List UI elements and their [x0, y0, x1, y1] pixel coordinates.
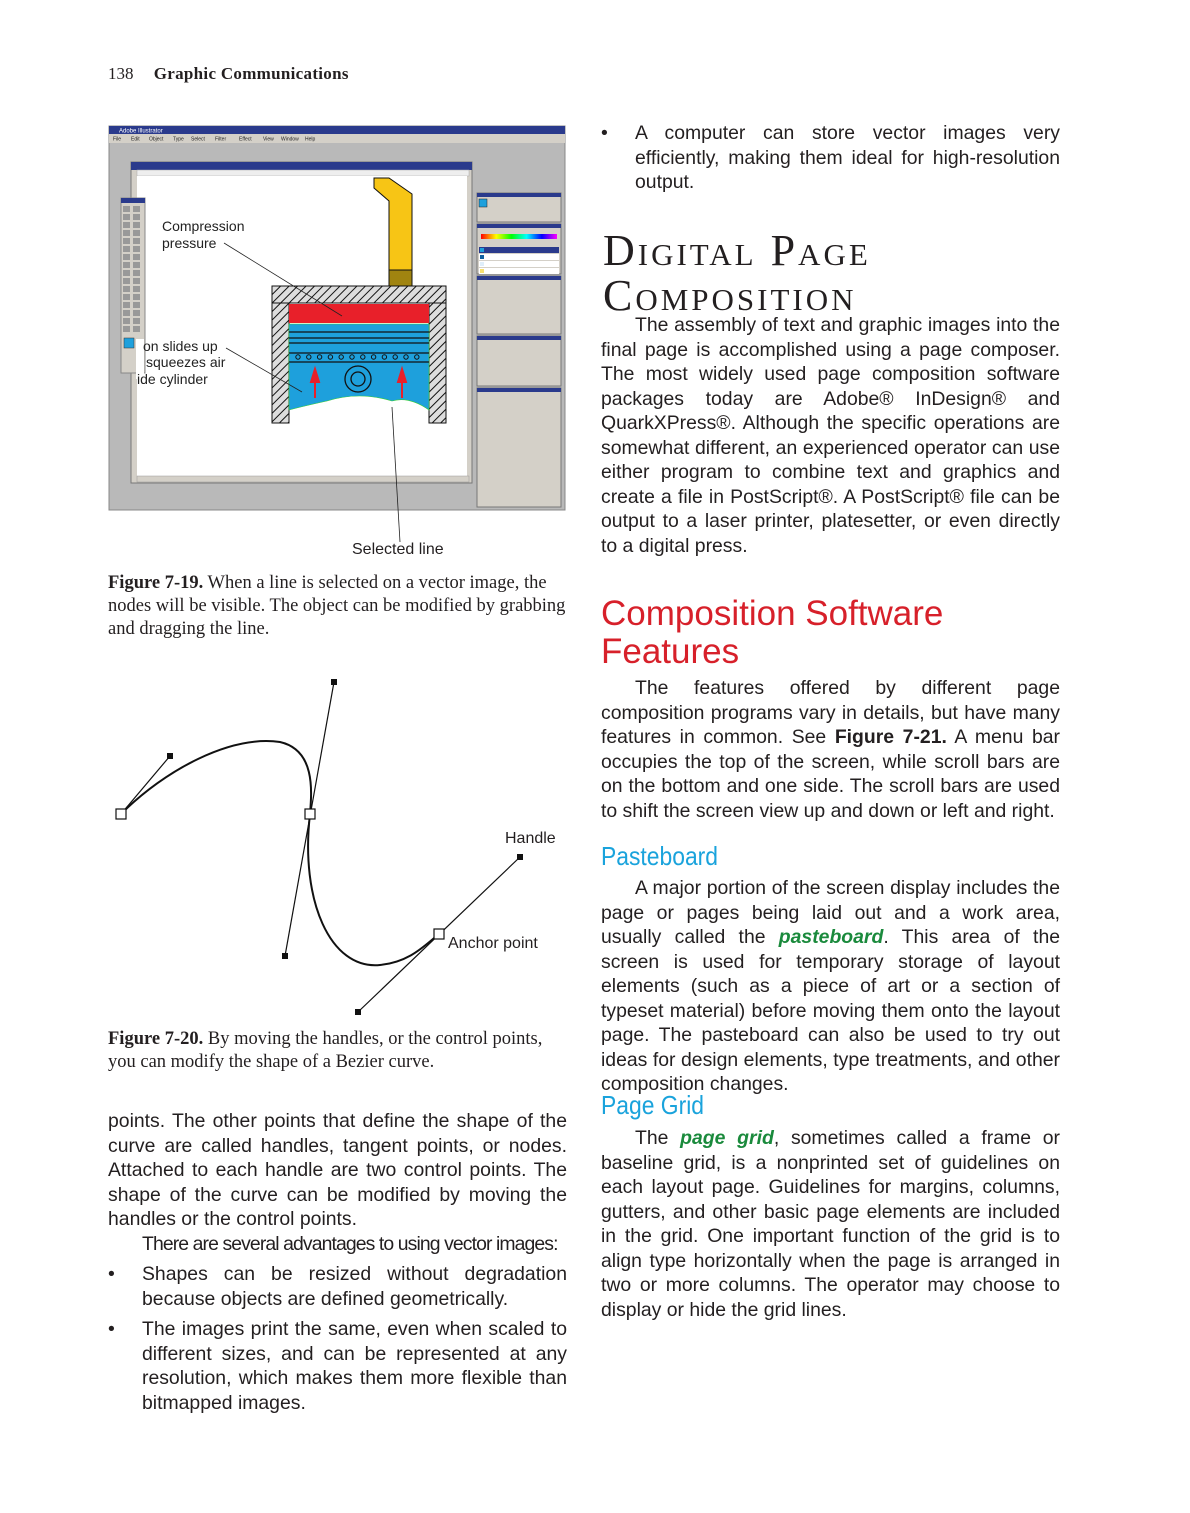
caption-text: By moving the handles, or the control points, you can modify the shape of a Bezier curve. — [108, 1029, 543, 1072]
caption-number: Figure 7-20. — [108, 1029, 204, 1049]
heading-pasteboard: Pasteboard — [601, 841, 719, 871]
key-term: page grid — [680, 1127, 774, 1149]
menu-item[interactable]: File — [113, 136, 122, 143]
caption-number: Figure 7-19. — [108, 573, 204, 593]
left-column-text — [108, 1109, 567, 1415]
heading-digital-page-composition: Digital Page Composition — [603, 226, 871, 320]
menu-item[interactable]: Edit — [131, 136, 140, 143]
handle-line — [121, 756, 170, 814]
label-piston-1: on slides up — [143, 338, 218, 354]
anchor-point — [305, 809, 315, 819]
label-piston-3: ide cylinder — [137, 371, 208, 387]
menu-item[interactable]: Window — [281, 136, 299, 143]
label-handle: Handle — [505, 830, 556, 847]
label-compression: Compression — [162, 218, 245, 234]
figure-reference: Figure 7-21. — [834, 726, 947, 748]
menu-item[interactable]: Type — [173, 136, 184, 143]
heading-page-grid: Page Grid — [601, 1090, 705, 1120]
handle-point — [282, 953, 288, 959]
paragraph: points. The other points that define the shape of the curve are called handles, tangent points, or nodes. Attached to each handle are two control points. The shape of the curve can be modified by moving the handles or the control points. — [108, 1110, 567, 1230]
bullet-item: • A computer can store vector images very efficiently, making them ideal for high-resolution output. — [601, 122, 1060, 193]
bullet-item: • Shapes can be resized without degradation because objects are defined geometrically. — [108, 1263, 567, 1310]
book-title: Graphic Communications — [153, 64, 349, 83]
paragraph: The assembly of text and graphic images into the final page is accomplished using a page composer. The most widely used page composition software packages today are Adobe® InDesign® and QuarkXPress®. Although the specific operations are somewhat different, an experienced operator can use either program to combine text and graphics and create a file in PostScript®. A PostScript® file can be output to a laser printer, platesetter, or even directly to a digital press. — [601, 314, 1060, 557]
key-term: pasteboard — [778, 926, 884, 948]
anchor-point — [116, 809, 126, 819]
figure-7-20-caption — [108, 1028, 548, 1074]
bullet-item: • The images print the same, even when scaled to different sizes, and can be represented at any resolution, which makes them more flexible than bitmapped images. — [108, 1318, 567, 1414]
menu-item[interactable]: Object — [149, 136, 164, 143]
handle-point — [331, 679, 337, 685]
label-anchor-point: Anchor point — [448, 935, 538, 952]
bezier-curve — [121, 741, 439, 965]
page-number: 138 — [108, 64, 134, 83]
label-pressure: pressure — [162, 235, 217, 251]
app-title: Adobe Illustrator — [119, 128, 163, 135]
label-piston-2: squeezes air — [146, 354, 226, 370]
menu-item[interactable]: Effect — [239, 136, 252, 143]
label-selected-line: Selected line — [352, 541, 444, 558]
anchor-point — [434, 929, 444, 939]
handle-point — [355, 1009, 361, 1015]
menu-item[interactable]: Help — [305, 136, 316, 143]
heading-composition-software-features: Composition Software Features — [601, 594, 944, 671]
menu-item[interactable]: Select — [191, 136, 205, 143]
handle-point — [517, 854, 523, 860]
menu-item[interactable]: View — [263, 136, 274, 143]
paragraph: The features offered by different page composition programs vary in details, but have many features in common. See Figure 7-21. A menu bar occupies the top of the screen, while scroll bars are on the bottom and one side. The scroll bars are used to shift the screen view up and down or left and right. — [601, 677, 1060, 822]
paragraph: There are several advantages to using vector images: — [142, 1232, 558, 1255]
handle-point — [167, 753, 173, 759]
caption-text: When a line is selected on a vector image, the nodes will be visible. The object can be modified by grabbing and dragging the line. — [108, 573, 566, 639]
paragraph: The page grid, sometimes called a frame or baseline grid, is a nonprinted set of guidelines on each layout page. Guidelines for margins, columns, gutters, and other basic page elements are included in the grid. One important function of the grid is to align type horizontally when the page is arranged in two or more columns. The operator may choose to display or hide the grid lines. — [601, 1127, 1060, 1321]
paragraph: A major portion of the screen display includes the page or pages being laid out and a work area, usually called the pasteboard. This area of the screen is used for temporary storage of layout elements (such as a piece of art or a section of typeset material) before moving them onto the layout page. The pasteboard can also be used to try out ideas for design elements, type treatments, and other composition changes. — [601, 877, 1061, 1095]
menu-item[interactable]: Filter — [215, 136, 227, 143]
